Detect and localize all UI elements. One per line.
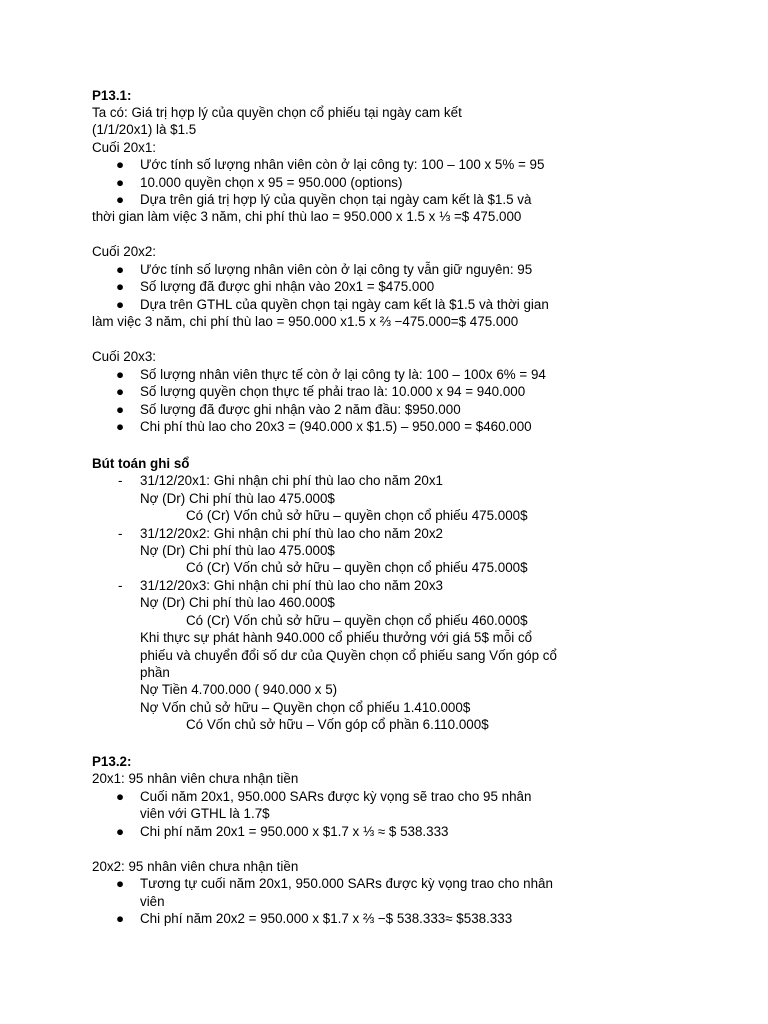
year2-bullet-1: Ước tính số lượng nhân viên còn ở lại công ty vẫn giữ nguyên: 95 [140,262,533,277]
bullet-icon: ● [116,192,125,207]
year3-title: Cuối 20x3: [92,349,157,364]
entry1-credit: Có (Cr) Vốn chủ sở hữu – quyền chọn cổ phiếu 475.000$ [186,508,528,523]
year2-title: Cuối 20x2: [92,244,157,259]
issue-line-2: phiếu và chuyển đổi số dư của Quyền chọn cổ phiếu sang Vốn góp cổ [140,648,557,663]
bullet-icon: ● [116,262,125,277]
bullet-icon: ● [116,419,125,434]
bullet-icon: ● [116,876,125,891]
issue-debit-equity: Nợ Vốn chủ sở hữu – Quyền chọn cổ phiếu 1.410.000$ [140,700,471,715]
year3-bullet-4: Chi phí thù lao cho 20x3 = (940.000 x $1.5) – 950.000 = $460.000 [140,419,532,434]
entry3-debit: Nợ (Dr) Chi phí thù lao 460.000$ [140,595,335,610]
issue-line-1: Khi thực sự phát hành 940.000 cổ phiếu thưởng với giá 5$ mỗi cổ [140,630,533,645]
year2-bullet-3b: làm việc 3 năm, chi phí thù lao = 950.000 x1.5 x ⅔ −475.000=$ 475.000 [92,314,519,329]
bullet-icon: ● [116,789,125,804]
bullet-icon: ● [116,279,125,294]
issue-credit: Có Vốn chủ sở hữu – Vốn góp cổ phần 6.110.000$ [186,717,489,732]
entry3-title: 31/12/20x3: Ghi nhận chi phí thù lao cho năm 20x3 [140,578,443,593]
dash-icon: - [118,526,123,541]
p132-year2-bullet-1b: viên [140,894,165,909]
p132-year1-title: 20x1: 95 nhân viên chưa nhận tiền [92,771,299,786]
year1-bullet-1: Ước tính số lượng nhân viên còn ở lại công ty: 100 – 100 x 5% = 95 [140,157,545,172]
heading-p13-1: P13.1: [92,88,132,103]
year2-bullet-2: Số lượng đã được ghi nhận vào 20x1 = $475.000 [140,279,435,294]
bullet-icon: ● [116,384,125,399]
bullet-icon: ● [116,297,125,312]
dash-icon: - [118,473,123,488]
intro-line-1: Ta có: Giá trị hợp lý của quyền chọn cổ phiếu tại ngày cam kết [92,105,462,120]
entry1-title: 31/12/20x1: Ghi nhận chi phí thù lao cho năm 20x1 [140,473,443,488]
p132-year2-title: 20x2: 95 nhân viên chưa nhận tiền [92,859,299,874]
p132-year1-bullet-1b: viên với GTHL là 1.7$ [140,806,270,821]
entry2-title: 31/12/20x2: Ghi nhận chi phí thù lao cho năm 20x2 [140,526,443,541]
bullet-icon: ● [116,157,125,172]
year1-bullet-3b: thời gian làm việc 3 năm, chi phí thù lao = 950.000 x 1.5 x ⅓ =$ 475.000 [92,209,522,224]
entry3-credit: Có (Cr) Vốn chủ sở hữu – quyền chọn cổ phiếu 460.000$ [186,613,528,628]
journal-heading: Bút toán ghi sổ [92,456,190,471]
entry2-debit: Nợ (Dr) Chi phí thù lao 475.000$ [140,543,335,558]
year1-bullet-2: 10.000 quyền chọn x 95 = 950.000 (options) [140,175,403,190]
bullet-icon: ● [116,175,125,190]
p132-year1-bullet-1a: Cuối năm 20x1, 950.000 SARs được kỳ vọng sẽ trao cho 95 nhân [140,789,532,804]
dash-icon: - [118,578,123,593]
year3-bullet-2: Số lượng quyền chọn thực tế phải trao là: 10.000 x 94 = 940.000 [140,384,526,399]
bullet-icon: ● [116,367,125,382]
bullet-icon: ● [116,402,125,417]
bullet-icon: ● [116,824,125,839]
bullet-icon: ● [116,911,125,926]
p132-year2-bullet-2: Chi phí năm 20x2 = 950.000 x $1.7 x ⅔ −$ 538.333≈ $538.333 [140,911,513,926]
intro-line-2: (1/1/20x1) là $1.5 [92,122,197,137]
heading-p13-2: P13.2: [92,754,132,769]
year3-bullet-1: Số lượng nhân viên thực tế còn ở lại công ty là: 100 – 100x 6% = 94 [140,367,546,382]
year2-bullet-3a: Dựa trên GTHL của quyền chọn tại ngày cam kết là $1.5 và thời gian [140,297,549,312]
year1-bullet-3a: Dựa trên giá trị hợp lý của quyền chọn tại ngày cam kết là $1.5 và [140,192,532,207]
p132-year1-bullet-2: Chi phí năm 20x1 = 950.000 x $1.7 x ⅓ ≈ $ 538.333 [140,824,449,839]
entry2-credit: Có (Cr) Vốn chủ sở hữu – quyền chọn cổ phiếu 475.000$ [186,560,528,575]
issue-debit-cash: Nợ Tiền 4.700.000 ( 940.000 x 5) [140,682,338,697]
p132-year2-bullet-1a: Tương tự cuối năm 20x1, 950.000 SARs được kỳ vọng trao cho nhân [140,876,553,891]
issue-line-3: phần [140,665,170,680]
year1-title: Cuối 20x1: [92,140,157,155]
year3-bullet-3: Số lượng đã được ghi nhận vào 2 năm đầu: $950.000 [140,402,461,417]
entry1-debit: Nợ (Dr) Chi phí thù lao 475.000$ [140,491,335,506]
